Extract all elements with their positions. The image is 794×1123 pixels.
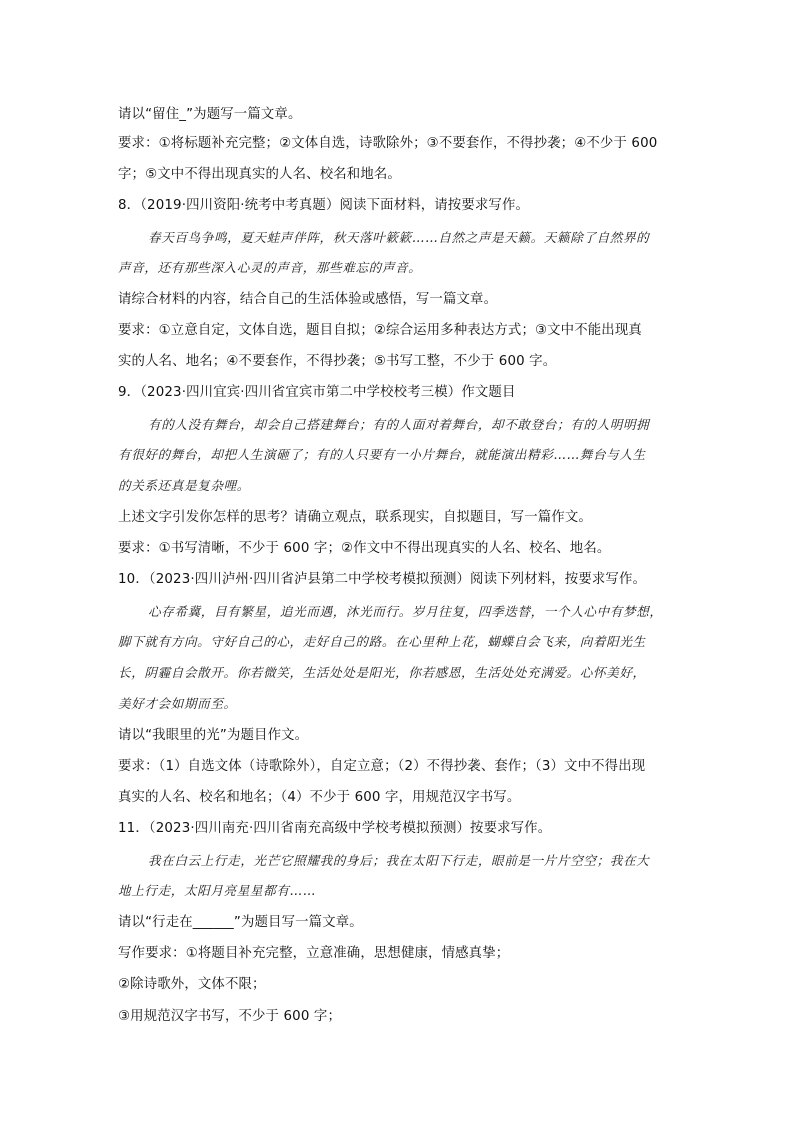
quote-line: 有很好的舞台，却把人生演砸了；有的人只要有一小片舞台，就能演出精彩……舞台与人生 [118, 447, 646, 462]
question-heading: 8．（2019·四川资阳·统考中考真题）阅读下面材料，请按要求写作。 [118, 198, 530, 213]
text-line: 字；⑤文中不得出现真实的人名、校名和地名。 [118, 167, 401, 182]
quote-line: 春天百鸟争鸣，夏天蛙声伴阵，秋天落叶簌簌……自然之声是天籁。天籁除了自然界的 [148, 230, 650, 245]
question-heading: 9．（2023·四川宜宾·四川省宜宾市第二中学校校考三模）作文题目 [118, 385, 516, 400]
text-line: 请以“留住_”为题写一篇文章。 [118, 107, 302, 122]
text-line: 请综合材料的内容，结合自己的生活体验或感悟，写一篇文章。 [118, 292, 498, 307]
text-line: ③用规范汉字书写，不少于 600 字； [118, 1009, 342, 1024]
text-line: 真实的人名、校名和地名；（4）不少于 600 字，用规范汉字书写。 [118, 790, 521, 805]
question-heading: 10．（2023·四川泸州·四川省泸县第二中学校考模拟预测）阅读下列材料，按要求写作。 [118, 572, 647, 587]
text-line: 要求：①将标题补充完整；②文体自选，诗歌除外；③不要套作，不得抄袭；④不少于 600 [118, 136, 658, 151]
text-line: 写作要求：①将题目补充完整，立意准确，思想健康，情感真挚； [118, 946, 510, 961]
quote-line: 有的人没有舞台，却会自己搭建舞台；有的人面对着舞台，却不敢登台；有的人明明拥 [148, 417, 650, 432]
quote-line: 我在白云上行走，光芒它照耀我的身后；我在太阳下行走，眼前是一片片空空；我在大 [148, 853, 650, 868]
text-line: 要求：①立意自定，文体自选，题目自拟；②综合运用多种表达方式；③文中不能出现真 [118, 323, 642, 338]
text-line: 要求：①书写清晰，不少于 600 字；②作文中不得出现真实的人名、校名、地名。 [118, 541, 611, 556]
quote-line: 的关系还真是复杂哩。 [118, 478, 250, 493]
text-line: 上述文字引发你怎样的思考？请确立观点，联系现实，自拟题目，写一篇作文。 [118, 510, 592, 525]
text-line: 请以“行走在______”为题目写一篇文章。 [118, 915, 363, 930]
quote-line: 心存希冀，目有繁星，追光而遇，沐光而行。岁月往复，四季迭替，一个人心中有梦想， [148, 604, 663, 619]
question-heading: 11．（2023·四川南充·四川省南充高级中学校考模拟预测）按要求写作。 [118, 821, 552, 836]
quote-line: 地上行走，太阳月亮星星都有…… [118, 883, 316, 898]
text-line: 实的人名、地名；④不要套作，不得抄袭；⑤书写工整，不少于 600 字。 [118, 354, 557, 369]
text-line: ②除诗歌外，文体不限； [118, 977, 266, 992]
quote-line: 美好才会如期而至。 [118, 696, 237, 711]
text-line: 要求：（1）自选文体（诗歌除外），自定立意；（2）不得抄袭、套作；（3）文中不得出现 [118, 759, 646, 774]
quote-line: 声音，还有那些深入心灵的声音，那些难忘的声音。 [118, 260, 422, 275]
quote-line: 脚下就有方向。守好自己的心，走好自己的路。在心里种上花，蝴蝶自会飞来，向着阳光生 [118, 634, 646, 649]
quote-line: 长，阴霾自会散开。你若微笑，生活处处是阳光，你若感恩，生活处处充满爱。心怀美好， [118, 665, 646, 680]
text-line: 请以“我眼里的光”为题目作文。 [118, 728, 309, 743]
